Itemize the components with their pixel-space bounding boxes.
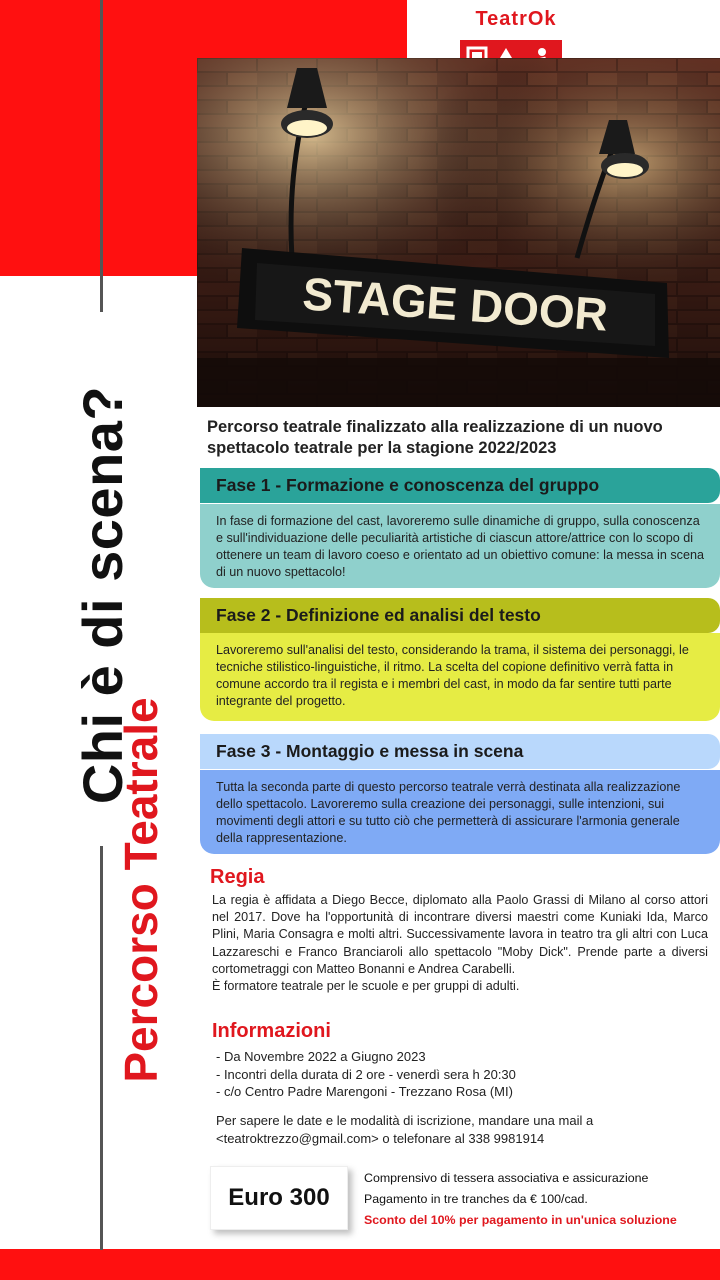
stage-door-photo: [197, 58, 720, 407]
vertical-title-sub: Percorso Teatrale: [115, 697, 167, 1083]
fase-2-title: Fase 2 - Definizione ed analisi del testo: [200, 598, 720, 633]
fase-3-text: Tutta la seconda parte di questo percorso teatrale verrà destinata alla realizzazione dello spettacolo. Lavoreremo sulla creazione dei personaggi, sulle intenzioni, sui movimenti degli attori e su tutto ciò che permetterà di assicurare l'armonia generale della rappresentazione.: [200, 770, 720, 854]
logo-name: TeatrOk: [475, 8, 557, 30]
list-item: - Incontri della durata di 2 ore - venerdì sera h 20:30: [216, 1066, 516, 1082]
price-label: Euro 300: [210, 1166, 348, 1230]
vertical-rule-top: [100, 0, 103, 312]
fase-1-title: Fase 1 - Formazione e conoscenza del gruppo: [200, 468, 720, 503]
price-note-installments: Pagamento in tre tranches da € 100/cad.: [364, 1192, 588, 1206]
regia-paragraph: La regia è affidata a Diego Becce, diplomato alla Paolo Grassi di Milano al corso attori nel 2017. Dove ha l'opportunità di incontrare diversi maestri come Kuniaki Ida, Marco Plini, Maria Consagra e molti altri. Successivamente lavora in teatro tra gli altri con Luca Lazzareschi e Franco Branciaroli allo spettacolo "Moby Dick". Prende parte a diversi cortometraggi con Matteo Bonanni e Andrea Carabelli.: [212, 893, 708, 976]
fase-2-text: Lavoreremo sull'analisi del testo, considerando la trama, il sistema dei personaggi, le tecniche stilistico-linguistiche, il ritmo. La scelta del copione definitivo verrà fatta in comune accordo tra il regista e i membri del cast, in modo da far sentire tutti parte integrante del progetto.: [200, 633, 720, 721]
vertical-title-main: Chi è di scena?: [71, 385, 134, 805]
list-item: - c/o Centro Padre Marengoni - Trezzano Rosa (MI): [216, 1084, 513, 1099]
price-note-insurance: Comprensivo di tessera associativa e assicurazione: [364, 1171, 649, 1185]
stage-door-sign-text: STAGE DOOR: [300, 267, 610, 341]
contact-text: Per sapere le date e le modalità di iscrizione, mandare una mail a <teatroktrezzo@gmail.com> o telefonare al 338 9981914: [216, 1113, 594, 1146]
vertical-rule-bottom: [100, 846, 103, 1250]
red-band-bottom: [0, 1249, 720, 1280]
red-band-top: [0, 0, 407, 58]
price-notes: [364, 1168, 714, 1231]
list-item: - Da Novembre 2022 a Giugno 2023: [216, 1049, 426, 1064]
regia-text: [212, 892, 708, 995]
informazioni-list: [216, 1048, 706, 1101]
fase-1-text: In fase di formazione del cast, lavoreremo sulle dinamiche di gruppo, sulla conoscenza e sull'individuazione delle peculiarità artistiche di ciascun attore/attrice con lo scopo di ottenere un team di lavoro coeso e orientato ad un obiettivo comune: la messa in scena di un nuovo spettacolo!: [200, 504, 720, 588]
red-band-left: [0, 58, 197, 276]
regia-title: Regia: [210, 866, 265, 888]
regia-paragraph-2: È formatore teatrale per le scuole e per gruppi di adulti.: [212, 979, 520, 994]
price-note-discount: Sconto del 10% per pagamento in un'unica soluzione: [364, 1213, 677, 1227]
informazioni-title: Informazioni: [212, 1020, 331, 1042]
fase-3-title: Fase 3 - Montaggio e messa in scena: [200, 734, 720, 769]
intro-text: Percorso teatrale finalizzato alla realizzazione di un nuovo spettacolo teatrale per la stagione 2022/2023: [207, 418, 663, 457]
